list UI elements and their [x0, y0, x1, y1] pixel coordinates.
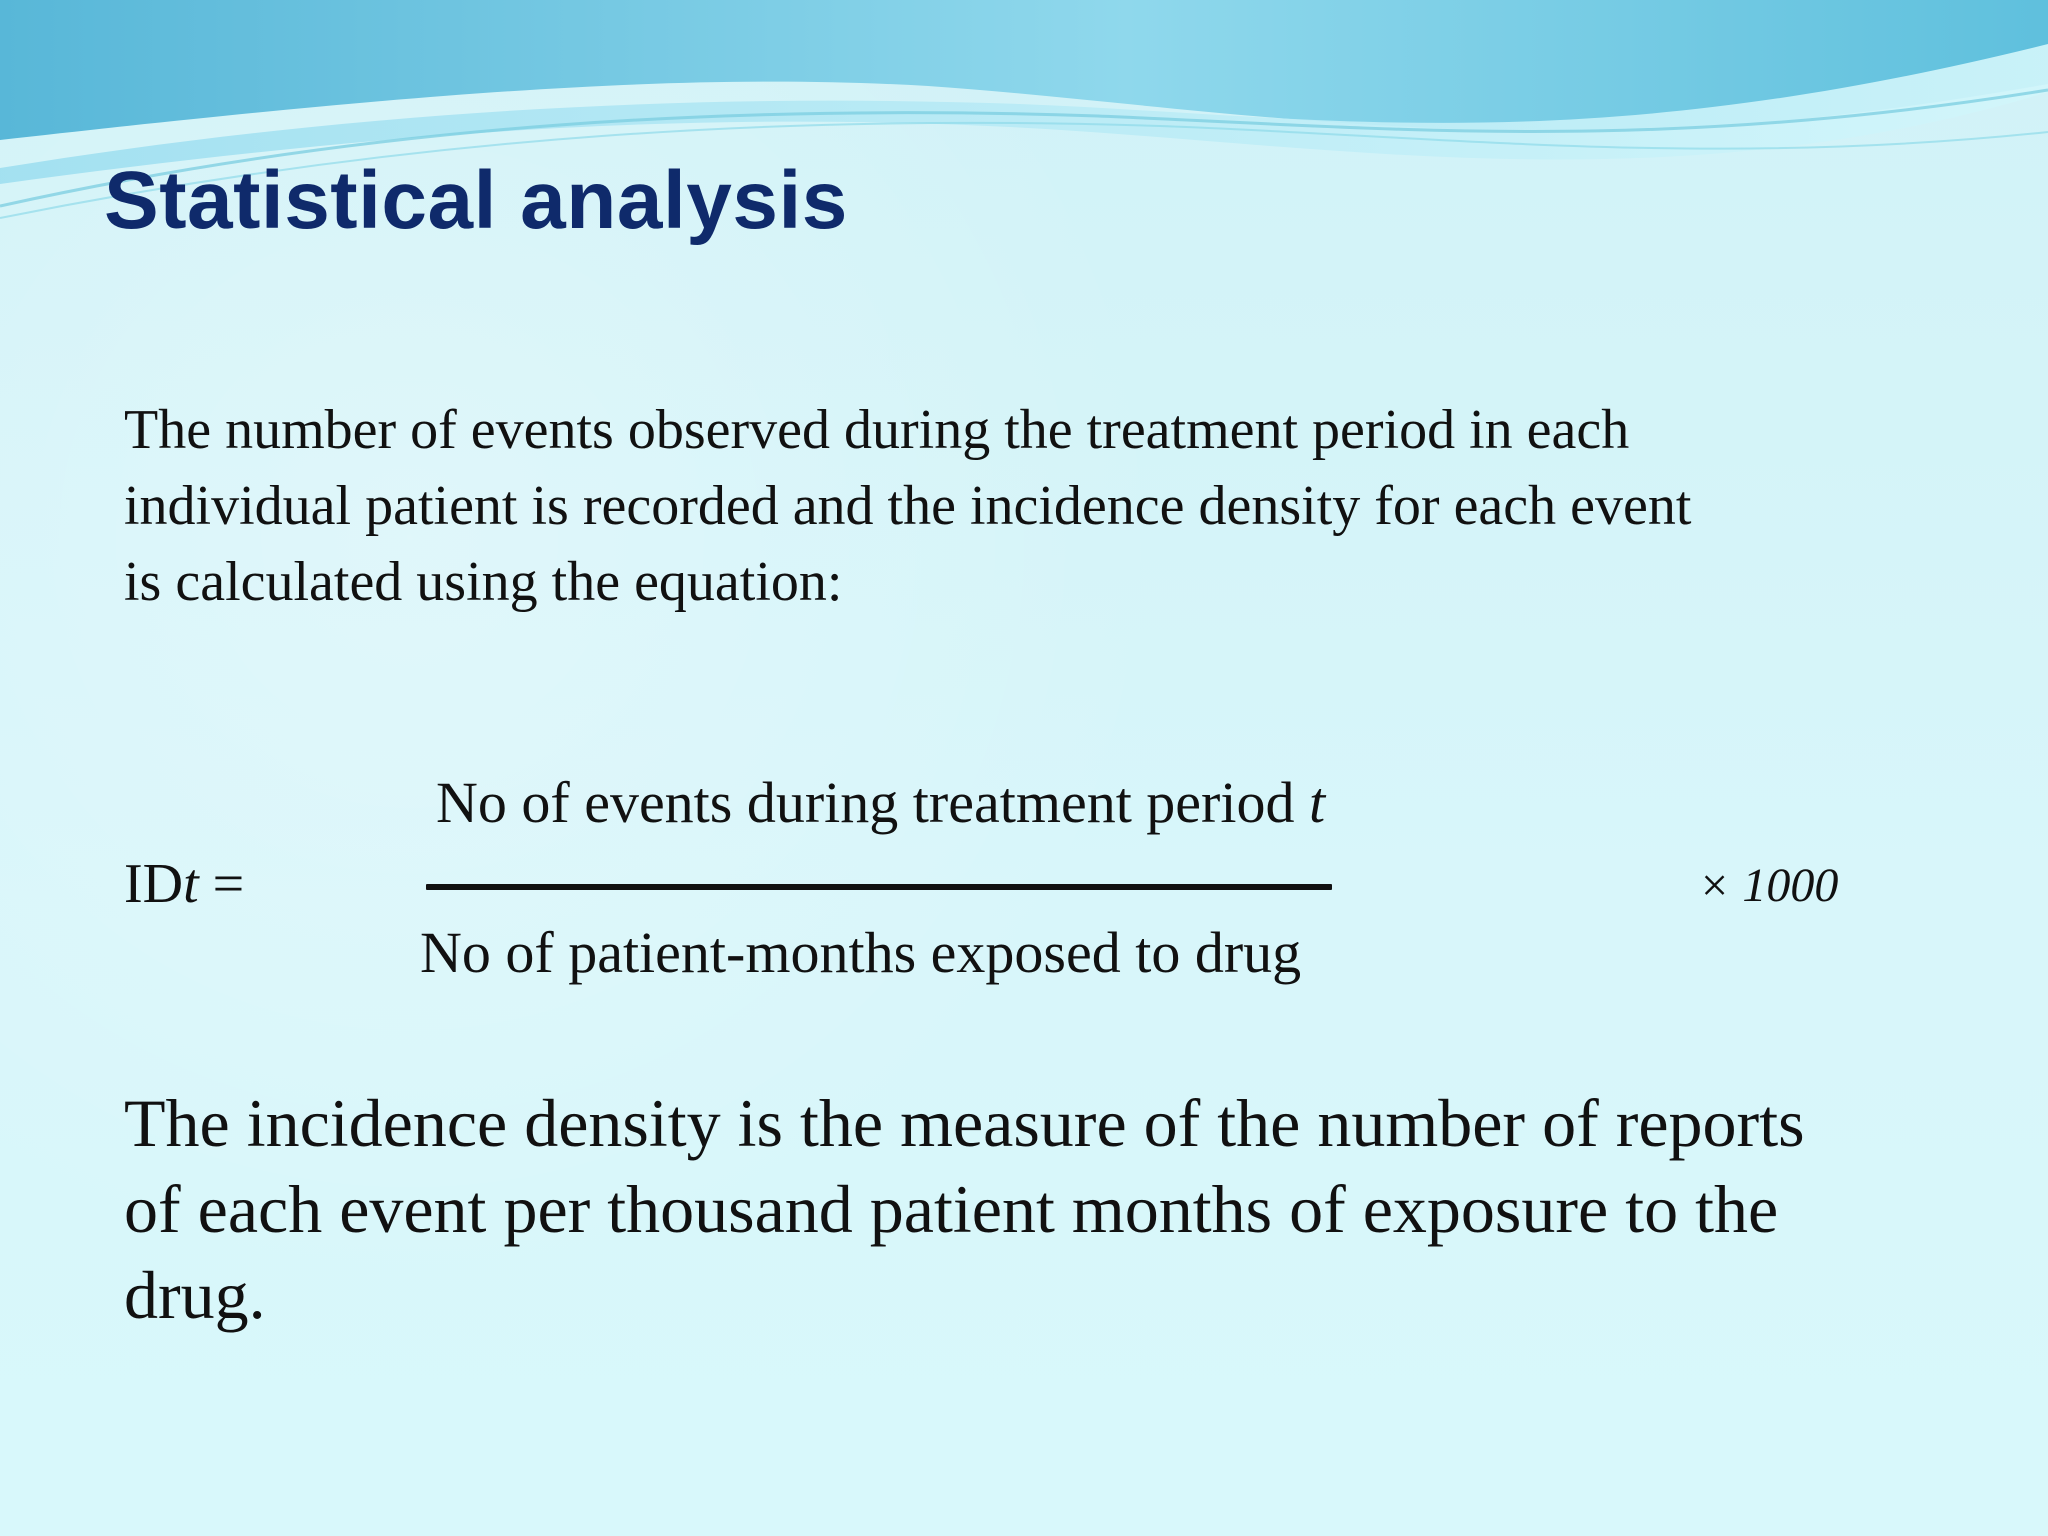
- equation-left-side: [124, 853, 245, 915]
- equation-lhs: ID: [124, 853, 184, 915]
- intro-paragraph: The number of events observed during the treatment period in each individual patient is recorded and the incidence density for each event is calculated using the equation:: [124, 399, 1692, 613]
- equation-equals: =: [198, 853, 245, 915]
- equation-numerator: [436, 770, 1326, 835]
- conclusion-paragraph: The incidence density is the measure of the number of reports of each event per thousand patient months of exposure to the drug.: [124, 1085, 1805, 1333]
- equation-denominator: No of patient-months exposed to drug: [420, 920, 1302, 985]
- incidence-density-equation: [0, 760, 2048, 1000]
- equation-lhs-variable: t: [183, 853, 199, 915]
- slide-title: Statistical analysis: [104, 155, 848, 246]
- equation-multiplier: × 1000: [1698, 859, 1839, 912]
- equation-numerator-text: No of events during treatment period: [436, 770, 1309, 835]
- fraction-bar: [426, 884, 1332, 890]
- equation-numerator-variable: t: [1308, 770, 1326, 835]
